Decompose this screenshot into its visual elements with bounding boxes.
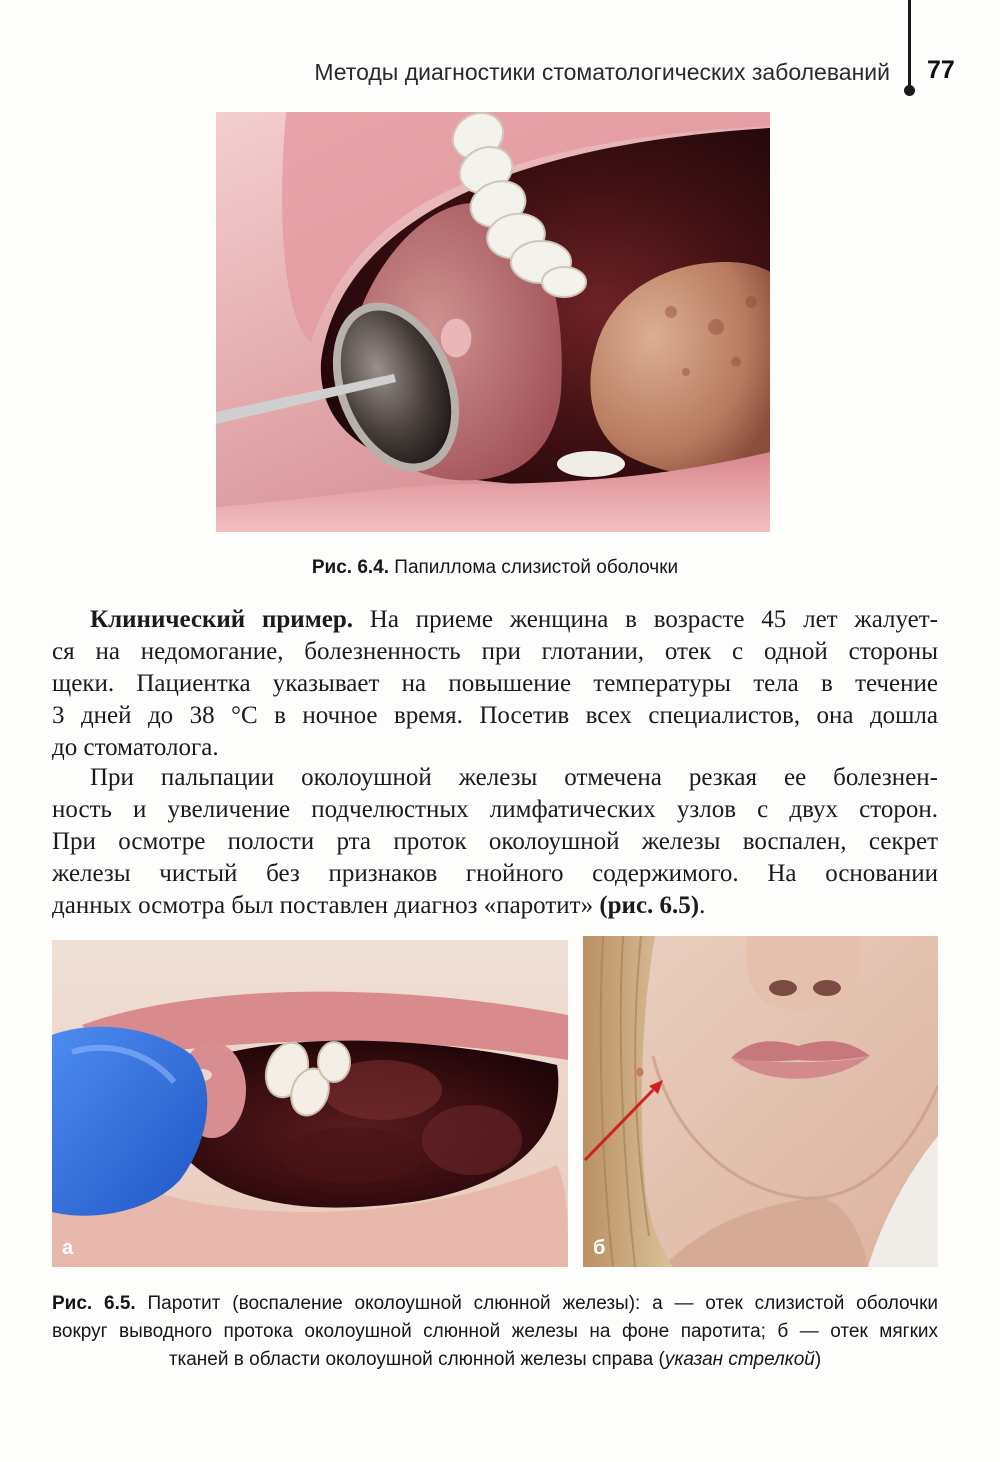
parotitis-mouth-photo [52, 940, 568, 1267]
caption-line [52, 1346, 938, 1374]
body-text [52, 604, 938, 922]
caption-line: вокруг выводного протока околоушной слюнной железы на фоне паротита; б — отек мягких [52, 1321, 938, 1342]
figure-6-5-panel-a [52, 940, 568, 1267]
paragraph-line: щеки. Пациентка указывает на повышение температуры тела в течение [52, 670, 938, 697]
figure-6-5-label: Рис. 6.5. [52, 1293, 136, 1314]
figure-reference: (рис. 6.5) [599, 892, 700, 919]
paragraph-line: железы чистый без признаков гнойного содержимого. На основании [52, 860, 938, 887]
papilloma-photo [216, 112, 770, 532]
caption-line [52, 554, 938, 582]
paragraph-line-text: На приеме женщина в возрасте 45 лет жалует- [369, 606, 938, 633]
figure-6-4-caption-text: Папиллома слизистой оболочки [394, 557, 679, 578]
panel-b-label: б [593, 1237, 606, 1259]
paragraph-line: ся на недомогание, болезненность при глотании, отек с одной стороны [52, 638, 938, 665]
paragraph-line: ность и увеличение подчелюстных лимфатических узлов с двух сторон. [52, 796, 938, 823]
paragraph-examination [52, 762, 938, 922]
caption-text: ) [814, 1349, 822, 1370]
caption-text: тканей в области околоушной слюнной железы справа ( [168, 1349, 665, 1370]
figure-6-4-label: Рис. 6.4. [311, 557, 390, 578]
paragraph-line: При осмотре полости рта проток околоушной железы воспален, секрет [52, 828, 938, 855]
caption-italic-text: указан стрелкой [664, 1349, 815, 1370]
figure-6-5-panel-b [583, 936, 938, 1267]
clinical-example-lead: Клинический пример. [90, 606, 353, 633]
caption-line [52, 1290, 938, 1318]
paragraph-clinical-example [52, 604, 938, 764]
paragraph-line: При пальпации околоушной железы отмечена резкая ее болезнен- [90, 764, 938, 791]
paragraph-line-text: данных осмотра был поставлен диагноз «паротит» [52, 892, 594, 919]
paragraph-line: до стоматолога. [52, 734, 219, 761]
figure-6-5-caption [52, 1290, 938, 1374]
running-title: Методы диагностики стоматологических заболеваний [314, 59, 890, 85]
parotitis-face-photo [583, 936, 938, 1267]
paragraph-line [52, 604, 938, 636]
figure-6-4 [216, 112, 770, 532]
page-number: 77 [927, 56, 955, 84]
sentence-end: . [699, 892, 706, 919]
header-rule-dot [904, 85, 915, 96]
caption-text: Паротит (воспаление околоушной слюнной железы): а — отек слизистой оболочки [147, 1293, 938, 1314]
panel-a-label: а [62, 1237, 74, 1259]
header-rule [908, 0, 911, 90]
paragraph-line [52, 890, 938, 922]
paragraph-line: 3 дней до 38 °С в ночное время. Посетив всех специалистов, она дошла [52, 702, 938, 729]
figure-6-4-caption [52, 554, 938, 582]
